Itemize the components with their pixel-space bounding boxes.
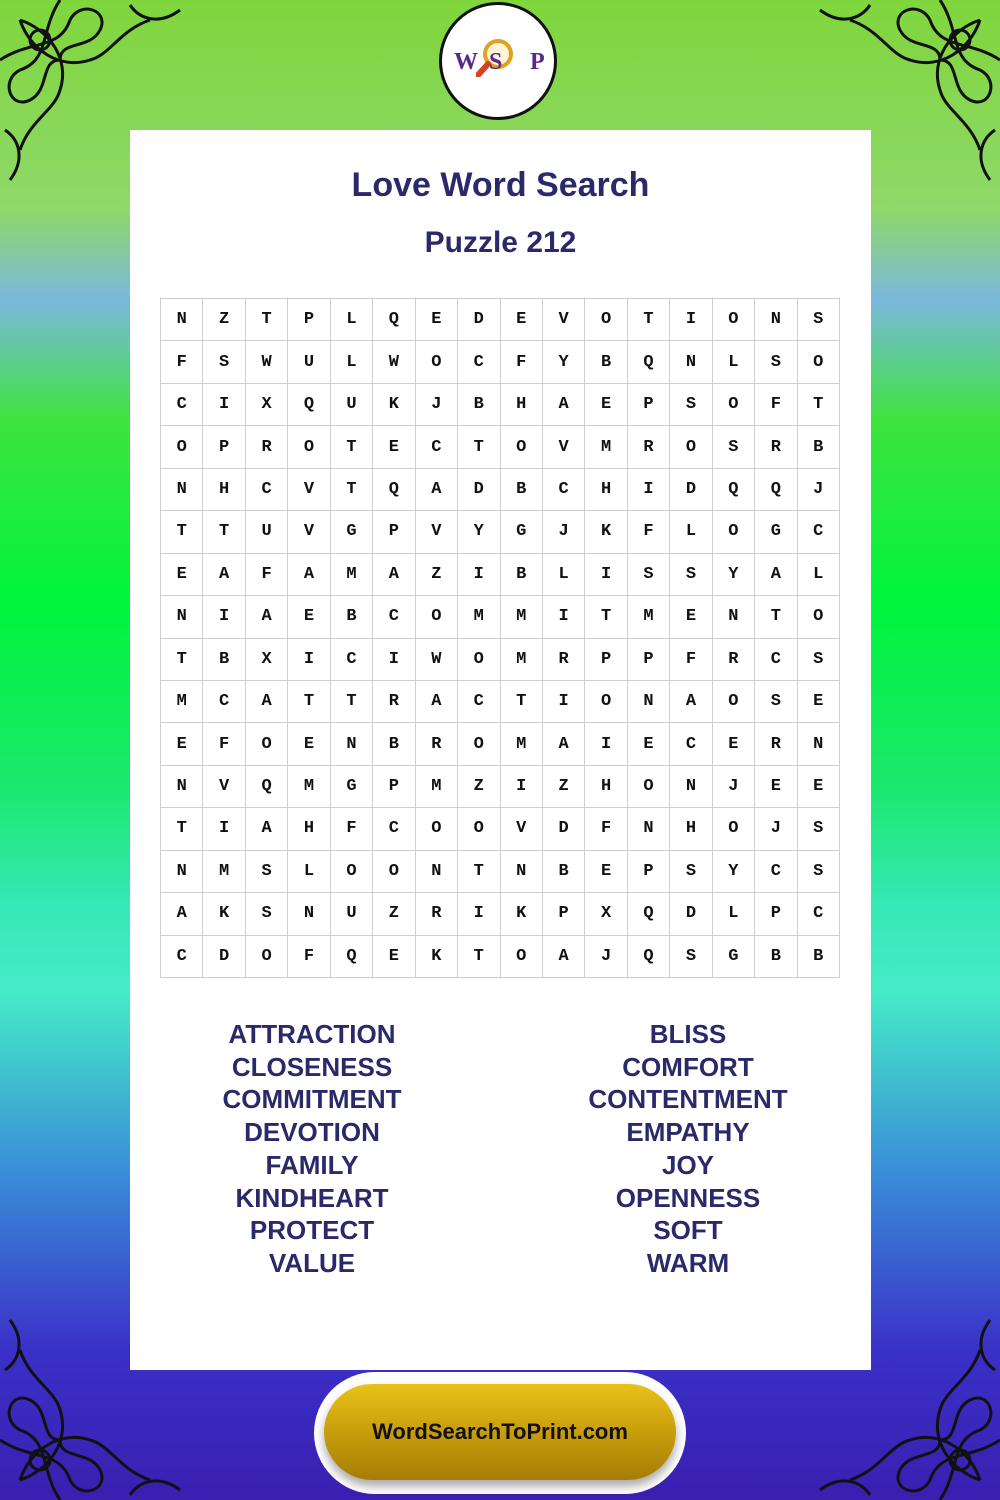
word-item: CONTENTMENT — [588, 1084, 788, 1115]
grid-cell[interactable]: C — [755, 639, 797, 681]
grid-cell[interactable]: N — [161, 469, 203, 511]
grid-cell[interactable]: O — [713, 808, 755, 850]
logo-letter-s: S — [489, 49, 503, 75]
grid-cell[interactable]: C — [161, 384, 203, 426]
grid-cell[interactable]: T — [331, 681, 373, 723]
grid-cell[interactable]: I — [585, 554, 627, 596]
grid-cell[interactable]: M — [501, 639, 543, 681]
grid-cell[interactable]: T — [458, 851, 500, 893]
grid-cell[interactable]: P — [628, 639, 670, 681]
grid-cell[interactable]: A — [203, 554, 245, 596]
grid-cell[interactable]: B — [501, 554, 543, 596]
grid-cell[interactable]: C — [161, 936, 203, 978]
grid-cell[interactable]: O — [458, 723, 500, 765]
grid-cell[interactable]: E — [713, 723, 755, 765]
grid-cell[interactable]: O — [501, 936, 543, 978]
grid-cell[interactable]: J — [585, 936, 627, 978]
grid-cell[interactable]: X — [246, 639, 288, 681]
word-item: JOY — [661, 1149, 715, 1180]
grid-cell[interactable]: S — [713, 426, 755, 468]
word-item: COMMITMENT — [222, 1084, 402, 1115]
word-item: FAMILY — [265, 1149, 359, 1180]
grid-cell[interactable]: O — [798, 341, 840, 383]
grid-cell[interactable]: G — [331, 511, 373, 553]
word-item: OPENNESS — [615, 1182, 761, 1213]
grid-cell[interactable]: O — [288, 426, 330, 468]
grid-cell[interactable]: L — [713, 893, 755, 935]
grid-cell[interactable]: S — [670, 384, 712, 426]
grid-cell[interactable]: D — [203, 936, 245, 978]
grid-cell[interactable]: R — [713, 639, 755, 681]
grid-cell[interactable]: E — [798, 681, 840, 723]
grid-cell[interactable]: T — [161, 511, 203, 553]
grid-cell[interactable]: O — [246, 936, 288, 978]
grid-cell[interactable]: F — [161, 341, 203, 383]
grid-cell[interactable]: I — [670, 299, 712, 341]
grid-cell[interactable]: C — [373, 596, 415, 638]
word-item: BLISS — [649, 1019, 727, 1049]
grid-cell[interactable]: T — [458, 936, 500, 978]
grid-cell[interactable]: N — [161, 596, 203, 638]
grid-cell[interactable]: P — [543, 893, 585, 935]
grid-cell[interactable]: B — [798, 936, 840, 978]
grid-cell[interactable]: F — [755, 384, 797, 426]
grid-cell[interactable]: S — [798, 299, 840, 341]
grid-cell[interactable]: R — [543, 639, 585, 681]
grid-cell[interactable]: C — [246, 469, 288, 511]
grid-cell[interactable]: U — [246, 511, 288, 553]
grid-cell[interactable]: X — [585, 893, 627, 935]
grid-cell[interactable]: P — [628, 384, 670, 426]
grid-cell[interactable]: S — [755, 681, 797, 723]
grid-cell[interactable]: G — [713, 936, 755, 978]
grid-cell[interactable]: B — [585, 341, 627, 383]
grid-cell[interactable]: Q — [628, 341, 670, 383]
grid-cell[interactable]: O — [331, 851, 373, 893]
grid-cell[interactable]: L — [331, 299, 373, 341]
grid-cell[interactable]: D — [670, 469, 712, 511]
grid-cell[interactable]: H — [585, 469, 627, 511]
grid-cell[interactable]: B — [501, 469, 543, 511]
grid-cell[interactable]: A — [543, 723, 585, 765]
grid-cell[interactable]: J — [755, 808, 797, 850]
grid-cell[interactable]: T — [585, 596, 627, 638]
grid-cell[interactable]: O — [416, 341, 458, 383]
grid-cell[interactable]: B — [373, 723, 415, 765]
grid-cell[interactable]: C — [458, 681, 500, 723]
grid-cell[interactable]: F — [203, 723, 245, 765]
grid-cell[interactable]: F — [585, 808, 627, 850]
grid-cell[interactable]: A — [416, 681, 458, 723]
grid-cell[interactable]: P — [585, 639, 627, 681]
grid-cell[interactable]: O — [246, 723, 288, 765]
grid-cell[interactable]: O — [670, 426, 712, 468]
grid-cell[interactable]: N — [670, 766, 712, 808]
grid-cell[interactable]: M — [288, 766, 330, 808]
logo-letter-w: W — [454, 49, 478, 75]
grid-cell[interactable]: R — [246, 426, 288, 468]
grid-cell[interactable]: Z — [458, 766, 500, 808]
grid-cell[interactable]: V — [288, 469, 330, 511]
word-item: WARM — [646, 1247, 730, 1278]
grid-cell[interactable]: I — [203, 808, 245, 850]
grid-cell[interactable]: A — [755, 554, 797, 596]
grid-cell[interactable]: S — [670, 936, 712, 978]
grid-cell[interactable]: H — [203, 469, 245, 511]
word-item: PROTECT — [249, 1215, 375, 1246]
grid-cell[interactable]: C — [755, 851, 797, 893]
grid-cell[interactable]: E — [288, 723, 330, 765]
word-item: ATTRACTION — [228, 1019, 396, 1049]
grid-cell[interactable]: C — [458, 341, 500, 383]
grid-cell[interactable]: U — [288, 341, 330, 383]
grid-cell[interactable]: Q — [713, 469, 755, 511]
grid-cell[interactable]: C — [798, 893, 840, 935]
grid-cell[interactable]: I — [543, 596, 585, 638]
grid-cell[interactable]: Q — [331, 936, 373, 978]
word-list-right — [538, 1018, 838, 1280]
grid-cell[interactable]: H — [585, 766, 627, 808]
grid-cell[interactable]: V — [501, 808, 543, 850]
grid-cell[interactable]: T — [161, 639, 203, 681]
grid-cell[interactable]: E — [288, 596, 330, 638]
grid-cell[interactable]: O — [501, 426, 543, 468]
grid-cell[interactable]: Q — [628, 936, 670, 978]
grid-cell[interactable]: B — [458, 384, 500, 426]
grid-cell[interactable]: R — [416, 893, 458, 935]
grid-cell[interactable]: S — [670, 554, 712, 596]
grid-cell[interactable]: I — [585, 723, 627, 765]
grid-cell[interactable]: P — [373, 766, 415, 808]
grid-cell[interactable]: L — [331, 341, 373, 383]
grid-cell[interactable]: T — [331, 426, 373, 468]
grid-cell[interactable]: B — [203, 639, 245, 681]
grid-cell[interactable]: G — [331, 766, 373, 808]
grid-cell[interactable]: K — [373, 384, 415, 426]
grid-cell[interactable]: Q — [628, 893, 670, 935]
grid-cell[interactable]: I — [501, 766, 543, 808]
word-list-left — [162, 1018, 462, 1280]
grid-cell[interactable]: A — [246, 681, 288, 723]
grid-cell[interactable]: I — [203, 596, 245, 638]
grid-cell[interactable]: J — [416, 384, 458, 426]
grid-cell[interactable]: C — [670, 723, 712, 765]
grid-cell[interactable]: N — [161, 851, 203, 893]
grid-cell[interactable]: I — [288, 639, 330, 681]
grid-cell[interactable]: V — [543, 426, 585, 468]
grid-cell[interactable]: O — [628, 766, 670, 808]
grid-cell[interactable]: Y — [713, 851, 755, 893]
word-item: CLOSENESS — [231, 1051, 393, 1082]
grid-cell[interactable]: O — [416, 808, 458, 850]
grid-cell[interactable]: I — [628, 469, 670, 511]
grid-cell[interactable]: H — [670, 808, 712, 850]
grid-cell[interactable]: B — [798, 426, 840, 468]
footer-link[interactable] — [324, 1384, 676, 1480]
grid-cell[interactable]: O — [585, 681, 627, 723]
grid-cell[interactable]: V — [288, 511, 330, 553]
grid-cell[interactable]: J — [798, 469, 840, 511]
grid-cell[interactable]: T — [288, 681, 330, 723]
grid-cell[interactable]: I — [458, 893, 500, 935]
grid-cell[interactable]: N — [288, 893, 330, 935]
grid-cell[interactable]: M — [628, 596, 670, 638]
grid-cell[interactable]: W — [246, 341, 288, 383]
grid-cell[interactable]: N — [628, 681, 670, 723]
grid-cell[interactable]: T — [798, 384, 840, 426]
grid-cell[interactable]: Y — [713, 554, 755, 596]
grid-cell[interactable]: A — [373, 554, 415, 596]
grid-cell[interactable]: F — [331, 808, 373, 850]
word-item: EMPATHY — [626, 1117, 750, 1148]
grid-cell[interactable]: Q — [373, 299, 415, 341]
grid-cell[interactable]: F — [288, 936, 330, 978]
grid-cell[interactable]: T — [628, 299, 670, 341]
word-item: DEVOTION — [244, 1117, 380, 1148]
grid-cell[interactable]: G — [755, 511, 797, 553]
grid-cell[interactable]: R — [373, 681, 415, 723]
grid-cell[interactable]: T — [458, 426, 500, 468]
grid-cell[interactable]: L — [670, 511, 712, 553]
grid-cell[interactable]: S — [798, 851, 840, 893]
grid-cell[interactable]: E — [501, 299, 543, 341]
grid-cell[interactable]: N — [798, 723, 840, 765]
grid-cell[interactable]: O — [373, 851, 415, 893]
puzzle-number: Puzzle 212 — [424, 226, 577, 259]
grid-cell[interactable]: W — [416, 639, 458, 681]
grid-cell[interactable]: N — [161, 299, 203, 341]
grid-cell[interactable]: V — [543, 299, 585, 341]
puzzle-card — [130, 130, 871, 1370]
grid-cell[interactable]: K — [203, 893, 245, 935]
grid-cell[interactable]: K — [416, 936, 458, 978]
grid-cell[interactable]: L — [713, 341, 755, 383]
grid-cell[interactable]: M — [416, 766, 458, 808]
grid-cell[interactable]: U — [331, 893, 373, 935]
word-item: SOFT — [653, 1215, 723, 1246]
grid-cell[interactable]: I — [543, 681, 585, 723]
grid-cell[interactable]: R — [416, 723, 458, 765]
grid-cell[interactable]: E — [585, 384, 627, 426]
grid-cell[interactable]: S — [203, 341, 245, 383]
grid-cell[interactable]: O — [798, 596, 840, 638]
grid-cell[interactable]: A — [246, 596, 288, 638]
grid-cell[interactable]: I — [203, 384, 245, 426]
grid-cell[interactable]: Z — [203, 299, 245, 341]
grid-cell[interactable]: P — [373, 511, 415, 553]
grid-cell[interactable]: F — [246, 554, 288, 596]
grid-cell[interactable]: V — [203, 766, 245, 808]
grid-cell[interactable]: N — [628, 808, 670, 850]
word-item: VALUE — [268, 1247, 356, 1278]
site-logo[interactable] — [439, 2, 557, 120]
grid-cell[interactable]: O — [713, 511, 755, 553]
grid-cell[interactable]: W — [373, 341, 415, 383]
grid-cell[interactable]: M — [501, 596, 543, 638]
grid-cell[interactable]: M — [203, 851, 245, 893]
grid-cell[interactable]: T — [161, 808, 203, 850]
grid-cell[interactable]: T — [501, 681, 543, 723]
grid-cell[interactable]: M — [458, 596, 500, 638]
grid-cell[interactable]: S — [798, 639, 840, 681]
grid-cell[interactable]: H — [501, 384, 543, 426]
grid-cell[interactable]: R — [755, 426, 797, 468]
grid-cell[interactable]: C — [416, 426, 458, 468]
grid-cell[interactable]: A — [416, 469, 458, 511]
grid-cell[interactable]: O — [458, 639, 500, 681]
grid-cell[interactable]: C — [543, 469, 585, 511]
grid-cell[interactable]: P — [628, 851, 670, 893]
grid-cell[interactable]: D — [670, 893, 712, 935]
grid-cell[interactable]: F — [670, 639, 712, 681]
grid-cell[interactable]: E — [373, 936, 415, 978]
grid-cell[interactable]: S — [755, 341, 797, 383]
grid-cell[interactable]: N — [713, 596, 755, 638]
grid-cell[interactable]: F — [628, 511, 670, 553]
grid-cell[interactable]: C — [331, 639, 373, 681]
grid-cell[interactable]: S — [798, 808, 840, 850]
grid-cell[interactable]: E — [755, 766, 797, 808]
grid-cell[interactable]: D — [543, 808, 585, 850]
grid-cell[interactable]: A — [161, 893, 203, 935]
grid-cell[interactable]: U — [331, 384, 373, 426]
grid-cell[interactable]: E — [628, 723, 670, 765]
footer-badge — [314, 1372, 686, 1494]
grid-cell[interactable]: E — [670, 596, 712, 638]
grid-cell[interactable]: M — [161, 681, 203, 723]
grid-cell[interactable]: E — [585, 851, 627, 893]
grid-cell[interactable]: O — [416, 596, 458, 638]
grid-cell[interactable]: G — [501, 511, 543, 553]
grid-cell[interactable]: O — [713, 299, 755, 341]
grid-cell[interactable]: R — [628, 426, 670, 468]
logo-letter-p: P — [530, 49, 545, 75]
grid-cell[interactable]: A — [670, 681, 712, 723]
grid-cell[interactable]: E — [373, 426, 415, 468]
grid-cell[interactable]: A — [288, 554, 330, 596]
grid-cell[interactable]: C — [203, 681, 245, 723]
grid-cell[interactable]: C — [798, 511, 840, 553]
word-item: KINDHEART — [235, 1182, 389, 1213]
grid-cell[interactable]: S — [246, 893, 288, 935]
grid-cell[interactable]: A — [246, 808, 288, 850]
grid-cell[interactable]: T — [246, 299, 288, 341]
grid-cell[interactable]: B — [755, 936, 797, 978]
grid-cell[interactable]: E — [416, 299, 458, 341]
grid-cell[interactable]: X — [246, 384, 288, 426]
grid-cell[interactable]: O — [585, 299, 627, 341]
grid-cell[interactable]: B — [331, 596, 373, 638]
grid-cell[interactable]: D — [458, 469, 500, 511]
letter-grid — [160, 298, 840, 978]
grid-cell[interactable]: N — [755, 299, 797, 341]
grid-cell[interactable]: Z — [543, 766, 585, 808]
grid-cell[interactable]: E — [798, 766, 840, 808]
grid-cell[interactable]: S — [246, 851, 288, 893]
page-title: Love Word Search — [351, 166, 650, 204]
grid-cell[interactable]: F — [501, 341, 543, 383]
grid-cell[interactable]: A — [543, 384, 585, 426]
grid-cell[interactable]: Q — [755, 469, 797, 511]
word-item: COMFORT — [622, 1051, 754, 1082]
grid-cell[interactable]: I — [458, 554, 500, 596]
grid-cell[interactable]: S — [670, 851, 712, 893]
grid-cell[interactable]: M — [585, 426, 627, 468]
grid-cell[interactable]: K — [585, 511, 627, 553]
grid-cell[interactable]: P — [203, 426, 245, 468]
grid-cell[interactable]: L — [288, 851, 330, 893]
grid-cell[interactable]: B — [543, 851, 585, 893]
grid-cell[interactable]: P — [288, 299, 330, 341]
grid-cell[interactable]: N — [501, 851, 543, 893]
grid-cell[interactable]: S — [628, 554, 670, 596]
grid-cell[interactable]: T — [331, 469, 373, 511]
grid-cell[interactable]: L — [543, 554, 585, 596]
grid-cell[interactable]: E — [161, 554, 203, 596]
grid-cell[interactable]: E — [161, 723, 203, 765]
grid-cell[interactable]: J — [543, 511, 585, 553]
grid-cell[interactable]: I — [373, 639, 415, 681]
grid-cell[interactable]: Q — [246, 766, 288, 808]
grid-cell[interactable]: Z — [373, 893, 415, 935]
grid-cell[interactable]: H — [288, 808, 330, 850]
grid-cell[interactable]: O — [458, 808, 500, 850]
grid-cell[interactable]: D — [458, 299, 500, 341]
grid-cell[interactable]: Y — [543, 341, 585, 383]
grid-cell[interactable]: Q — [288, 384, 330, 426]
grid-cell[interactable]: N — [670, 341, 712, 383]
grid-cell[interactable]: M — [331, 554, 373, 596]
grid-cell[interactable]: K — [501, 893, 543, 935]
grid-cell[interactable]: T — [203, 511, 245, 553]
grid-cell[interactable]: P — [755, 893, 797, 935]
grid-cell[interactable]: J — [713, 766, 755, 808]
grid-cell[interactable]: N — [161, 766, 203, 808]
grid-cell[interactable]: R — [755, 723, 797, 765]
grid-cell[interactable]: A — [543, 936, 585, 978]
grid-cell[interactable]: O — [713, 681, 755, 723]
grid-cell[interactable]: N — [331, 723, 373, 765]
grid-cell[interactable]: N — [416, 851, 458, 893]
grid-cell[interactable]: C — [373, 808, 415, 850]
grid-cell[interactable]: Y — [458, 511, 500, 553]
grid-cell[interactable]: Z — [416, 554, 458, 596]
grid-cell[interactable]: O — [713, 384, 755, 426]
grid-cell[interactable]: V — [416, 511, 458, 553]
grid-cell[interactable]: T — [755, 596, 797, 638]
grid-cell[interactable]: M — [501, 723, 543, 765]
footer-text: WordSearchToPrint.com — [372, 1419, 628, 1444]
grid-cell[interactable]: Q — [373, 469, 415, 511]
grid-cell[interactable]: L — [798, 554, 840, 596]
grid-cell[interactable]: O — [161, 426, 203, 468]
